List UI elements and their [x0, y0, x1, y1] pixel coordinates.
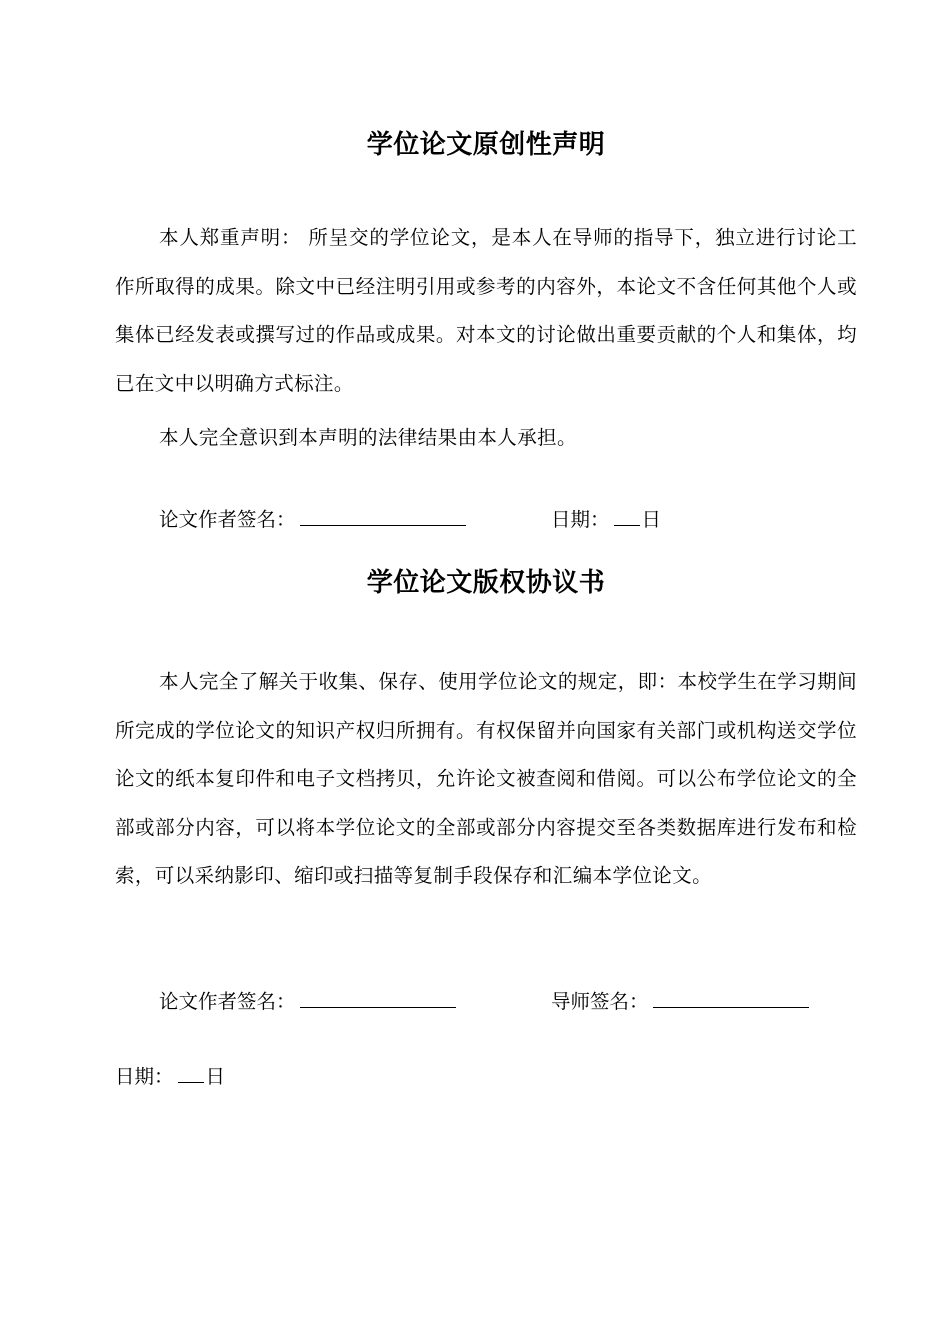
- date-field[interactable]: [614, 505, 640, 526]
- author-signature-field[interactable]: [300, 987, 456, 1008]
- agreement-author-signature-row: [159, 986, 456, 1014]
- date-day-suffix: 日: [641, 508, 662, 531]
- declaration-title: 学位论文原创性声明: [366, 130, 606, 160]
- date-day-suffix: 日: [205, 1065, 226, 1088]
- declaration-paragraph: 本人郑重声明： 所呈交的学位论文，是本人在导师的指导下，独立进行讨论工作所取得的成果。除文中已经注明引用或参考的内容外，本论文不含任何其他个人或集体已经发表或撰写过的作品或成果。对本文的讨论做出重要贡献的个人和集体，均已在文中以明确方式标注。: [115, 226, 857, 395]
- agreement-date-row: [115, 1061, 225, 1089]
- author-signature-label: 论文作者签名：: [159, 508, 296, 531]
- advisor-signature-label: 导师签名：: [551, 990, 649, 1013]
- author-signature-field[interactable]: [300, 505, 466, 526]
- agreement-title: 学位论文版权协议书: [366, 568, 606, 598]
- date-label: 日期：: [551, 508, 610, 531]
- declaration-author-signature-row: [159, 504, 466, 532]
- agreement-paragraph: 本人完全了解关于收集、保存、使用学位论文的规定，即：本校学生在学习期间所完成的学位论文的知识产权归所拥有。有权保留并向国家有关部门或机构送交学位论文的纸本复印件和电子文档拷贝，允许论文被查阅和借阅。可以公布学位论文的全部或部分内容，可以将本学位论文的全部或部分内容提交至各类数据库进行发布和检索，可以采纳影印、缩印或扫描等复制手段保存和汇编本学位论文。: [115, 670, 857, 887]
- date-field[interactable]: [178, 1062, 204, 1083]
- advisor-signature-field[interactable]: [653, 987, 809, 1008]
- agreement-advisor-signature-row: [551, 986, 809, 1014]
- author-signature-label: 论文作者签名：: [159, 990, 296, 1013]
- declaration-date-row: [551, 504, 661, 532]
- date-label: 日期：: [115, 1065, 174, 1088]
- declaration-responsibility-paragraph: 本人完全意识到本声明的法律结果由本人承担。: [159, 426, 577, 449]
